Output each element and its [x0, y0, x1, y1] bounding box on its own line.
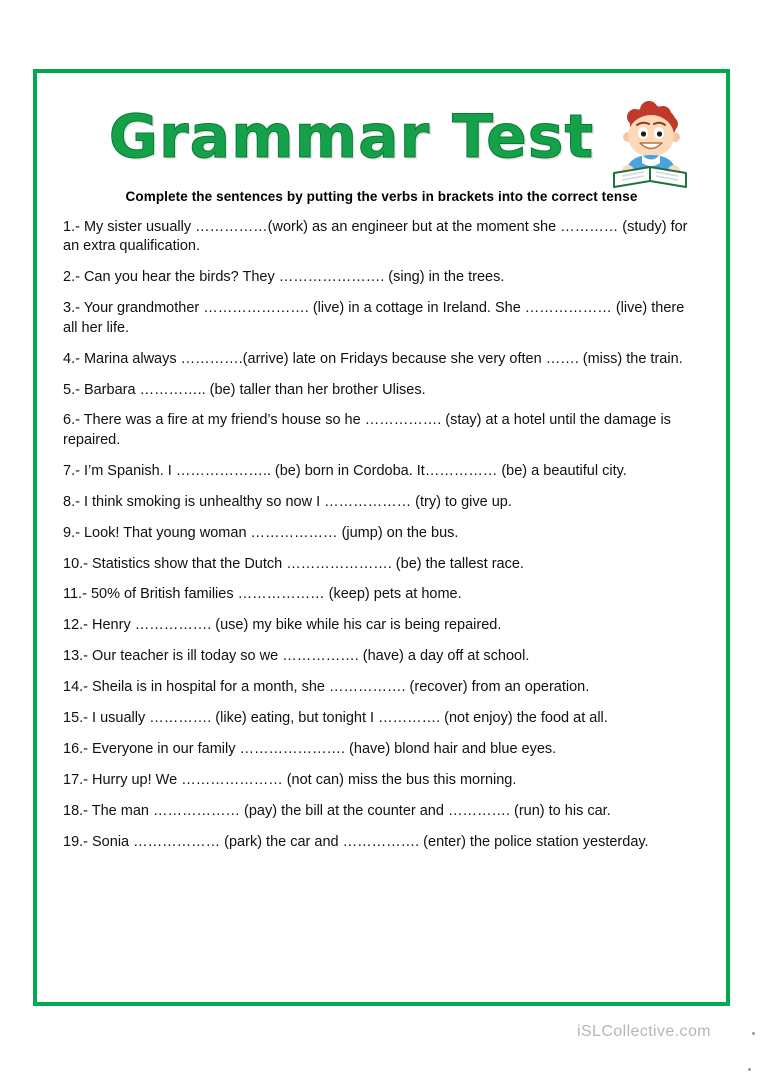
list-item: 16.- Everyone in our family …………………. (have) blond hair and blue eyes.	[63, 741, 557, 758]
list-item: 11.- 50% of British families ……………… (keep) pets at home.	[63, 586, 462, 603]
list-item: 1.- My sister usually ……………(work) as an engineer but at the moment she ………… (study) for an extra qualification.	[63, 219, 688, 255]
list-item: 9.- Look! That young woman ……………… (jump) on the bus.	[63, 524, 459, 541]
title-row	[63, 91, 700, 183]
list-item: 4.- Marina always ………….(arrive) late on Fridays because she very often ……. (miss) the train.	[63, 350, 683, 367]
worksheet-border	[33, 69, 730, 1006]
list-item: 17.- Hurry up! We ………………… (not can) miss the bus this morning.	[63, 772, 517, 789]
boy-reading-book-icon	[602, 97, 698, 193]
list-item: 18.- The man ……………… (pay) the bill at the counter and …………. (run) to his car.	[63, 802, 611, 819]
worksheet-content	[37, 73, 726, 1002]
list-item: 6.- There was a fire at my friend’s house so he ……………. (stay) at a hotel until the damage is repaired.	[63, 412, 671, 448]
list-item: 12.- Henry ……………. (use) my bike while his car is being repaired.	[63, 617, 502, 634]
list-item: 8.- I think smoking is unhealthy so now I ……………… (try) to give up.	[63, 493, 512, 510]
list-item: 3.- Your grandmother …………………. (live) in a cottage in Ireland. She ……………… (live) there all her life.	[63, 300, 685, 336]
list-item: 13.- Our teacher is ill today so we ……………. (have) a day off at school.	[63, 648, 530, 665]
list-item: 2.- Can you hear the birds? They …………………. (sing) in the trees.	[63, 269, 505, 286]
corner-dot-upper	[752, 1032, 755, 1035]
question-list	[63, 218, 700, 852]
list-item: 19.- Sonia ……………… (park) the car and ……………. (enter) the police station yesterday.	[63, 833, 649, 850]
corner-dot-lower	[748, 1068, 751, 1071]
list-item: 7.- I’m Spanish. I ……………….. (be) born in Cordoba. It…………… (be) a beautiful city.	[63, 462, 627, 479]
instructions-text: Complete the sentences by putting the verbs in brackets into the correct tense	[125, 189, 638, 204]
list-item: 14.- Sheila is in hospital for a month, she ……………. (recover) from an operation.	[63, 679, 590, 696]
list-item: 10.- Statistics show that the Dutch …………………. (be) the tallest race.	[63, 555, 524, 572]
list-item: 5.- Barbara ………….. (be) taller than her brother Ulises.	[63, 381, 426, 398]
page-title: Grammar Test	[108, 102, 595, 172]
site-watermark: iSLCollective.com	[577, 1023, 711, 1040]
list-item: 15.- I usually …………. (like) eating, but tonight I …………. (not enjoy) the food at all.	[63, 710, 608, 727]
